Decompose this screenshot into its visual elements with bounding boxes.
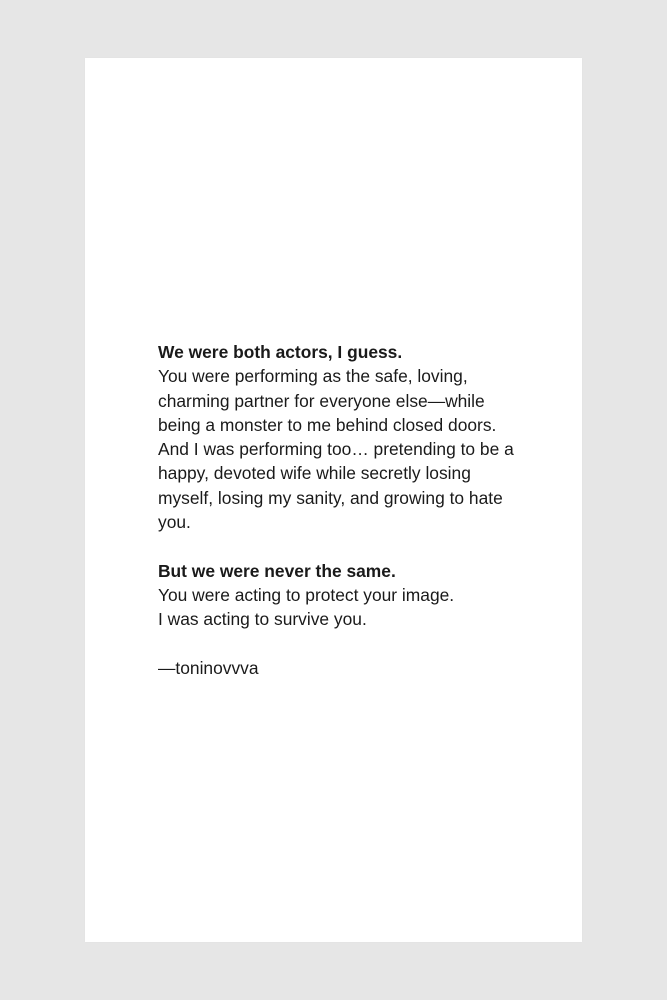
stanza-2-heading: But we were never the same.: [158, 560, 396, 581]
stanza-1-line: happy, devoted wife while secretly losing: [158, 463, 471, 484]
stanza-1-line: And I was performing too… pretending to be a: [158, 439, 514, 460]
poem-card: [85, 58, 582, 942]
stanza-1-line: You were performing as the safe, loving,: [158, 366, 468, 387]
stanza-1: [158, 340, 558, 534]
stanza-1-line: being a monster to me behind closed doors.: [158, 414, 497, 435]
stanza-2-line: You were acting to protect your image.: [158, 584, 455, 605]
author-signature: —toninovvva: [158, 657, 259, 678]
stanza-2: [158, 559, 558, 632]
stanza-1-line: myself, losing my sanity, and growing to hate: [158, 487, 503, 508]
stanza-1-line: charming partner for everyone else—while: [158, 390, 485, 411]
stanza-1-line: you.: [158, 512, 191, 533]
stanza-1-heading: We were both actors, I guess.: [158, 342, 403, 362]
poem-text: [158, 340, 558, 680]
stanza-2-line: I was acting to survive you.: [158, 609, 367, 630]
